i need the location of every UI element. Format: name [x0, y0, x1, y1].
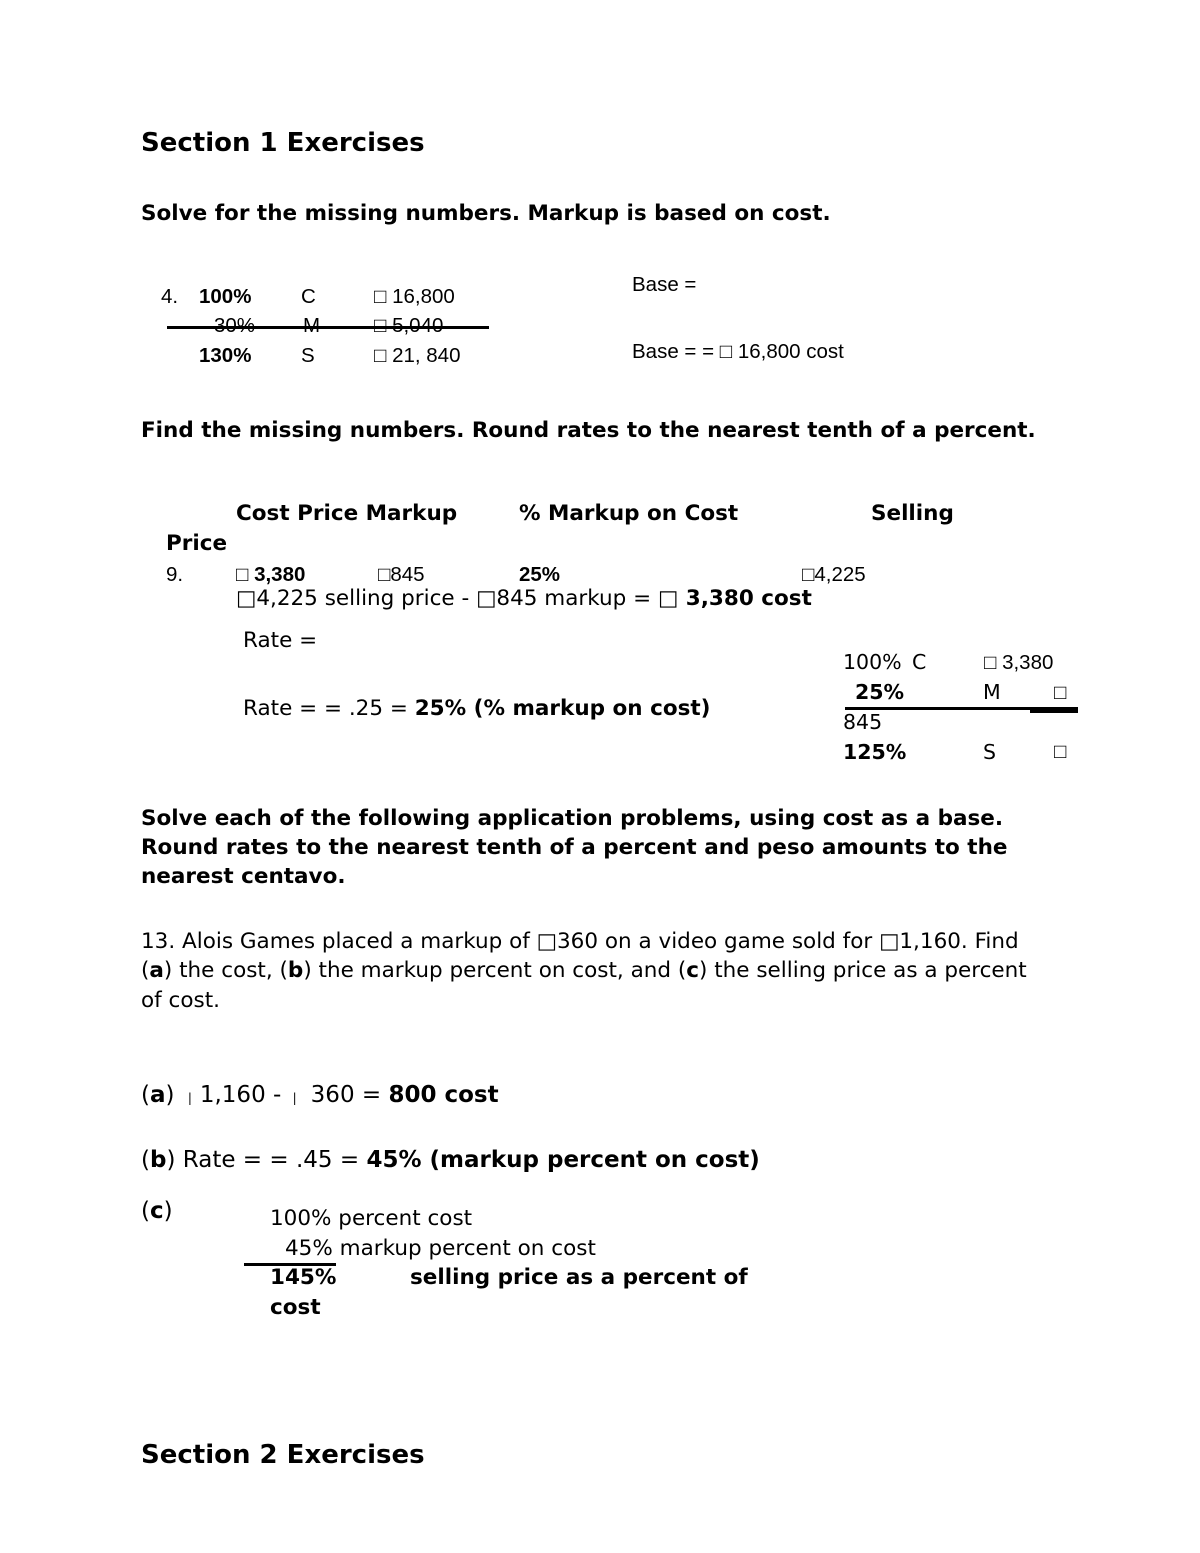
p9-side-m-amount: 845 [843, 710, 883, 734]
answer-c-row-3-cont: cost [270, 1295, 321, 1320]
answer-c-row-2: 45% markup percent on cost [285, 1236, 596, 1261]
p13-part-a: a [149, 958, 164, 983]
answer-a-label: a [149, 1082, 166, 1108]
p4-selling-pct: 130% [199, 344, 252, 367]
answer-a-bold: 800 cost [388, 1082, 499, 1108]
problem-13-line-1: 13. Alois Games placed a markup of □360 on a video game sold for □1,160. Find [141, 929, 1019, 954]
answer-c: (c) [141, 1198, 173, 1224]
p13-text-a: ) the cost, ( [163, 958, 288, 983]
instruction-application-1: Solve each of the following application problems, using cost as a base. [141, 806, 1004, 831]
p9-side-s-clip [840, 740, 1080, 764]
p9-side-c-amount: □ 3,380 [984, 651, 1054, 674]
answer-a: (a) | 1,160 - | 360 = 800 cost [141, 1082, 499, 1108]
answer-a-result: 360 = [310, 1082, 389, 1108]
p13-paren: ( [141, 958, 150, 983]
p9-row-number: 9. [166, 563, 184, 586]
p9-side-s-pct: 125% [843, 740, 907, 764]
answer-b-label: b [149, 1147, 167, 1173]
p4-cost-amount: □ 16,800 [374, 285, 455, 308]
p4-selling-code: S [301, 344, 315, 367]
p9-markup: □845 [378, 563, 425, 586]
p13-text-b: ) the markup percent on cost, and ( [303, 958, 687, 983]
p13-part-b: b [287, 958, 304, 983]
problem-13-line-3: of cost. [141, 988, 220, 1013]
header-price: Price [166, 531, 228, 556]
p4-base-result: Base = = □ 16,800 cost [632, 340, 844, 363]
section-2-title: Section 2 Exercises [141, 1440, 425, 1470]
header-pct-markup: % Markup on Cost [519, 501, 739, 526]
header-selling: Selling [871, 501, 954, 526]
answer-c-row-3-text: selling price as a percent of [410, 1265, 748, 1290]
p9-side-c-pct: 100% [843, 650, 902, 674]
header-cost-price-markup: Cost Price Markup [236, 501, 458, 526]
instruction-markup-cost: Solve for the missing numbers. Markup is based on cost. [141, 201, 831, 226]
p9-side-m-pct: 25% [855, 680, 905, 704]
answer-c-label: c [149, 1198, 164, 1224]
section-1-title: Section 1 Exercises [141, 128, 425, 158]
p9-pct: 25% [519, 563, 561, 586]
p9-side-c-code: C [912, 650, 927, 674]
p4-base-label: Base = [632, 273, 697, 296]
p9-side-rule-2 [1030, 710, 1078, 713]
p9-side-m-box: □ [1054, 681, 1067, 704]
p9-selling: □4,225 [802, 563, 866, 586]
p9-row-clip [150, 563, 1050, 586]
problem-4-number: 4. [161, 285, 179, 308]
p13-text-c: ) the selling price as a percent [699, 958, 1027, 983]
peso-sign-icon: | [187, 1091, 192, 1105]
p4-selling-amount: □ 21, 840 [374, 344, 461, 367]
p9-cost-line-result: □ 3,380 cost [657, 586, 812, 611]
p4-sum-rule [167, 326, 489, 329]
p9-cost-line-text: □4,225 selling price - □845 markup = [236, 586, 658, 611]
answer-a-text: 1,160 - [199, 1082, 289, 1108]
answer-b-bold: 45% (markup percent on cost) [366, 1147, 760, 1173]
p9-cost-line [236, 586, 812, 611]
peso-sign-icon: | [292, 1091, 297, 1105]
p13-part-c: c [686, 958, 699, 983]
answer-c-row-3-pct: 145% [270, 1265, 337, 1290]
p9-rate-label: Rate = [243, 628, 318, 653]
p9-rate-result-text: Rate = = .25 = [243, 696, 415, 721]
p9-side-s-box: □ [1054, 740, 1067, 763]
p9-side-s-code: S [983, 740, 997, 764]
answer-c-row-1: 100% percent cost [270, 1206, 473, 1231]
p9-rate-result-bold: 25% (% markup on cost) [414, 696, 711, 721]
p4-cost-pct: 100% [199, 285, 252, 308]
answer-b: (b) Rate = = .45 = 45% (markup percent on cost) [141, 1147, 760, 1173]
p9-rate-result [243, 696, 711, 721]
instruction-application-3: nearest centavo. [141, 864, 346, 889]
instruction-application-2: Round rates to the nearest tenth of a percent and peso amounts to the [141, 835, 1008, 860]
instruction-round-rates: Find the missing numbers. Round rates to the nearest tenth of a percent. [141, 418, 1036, 443]
p9-side-m-code: M [983, 680, 1001, 704]
answer-b-text: Rate = = .45 = [175, 1147, 367, 1173]
problem-13-line-2 [141, 958, 1027, 983]
p4-cost-code: C [301, 285, 316, 308]
p9-cost: □ 3,380 [236, 563, 306, 586]
